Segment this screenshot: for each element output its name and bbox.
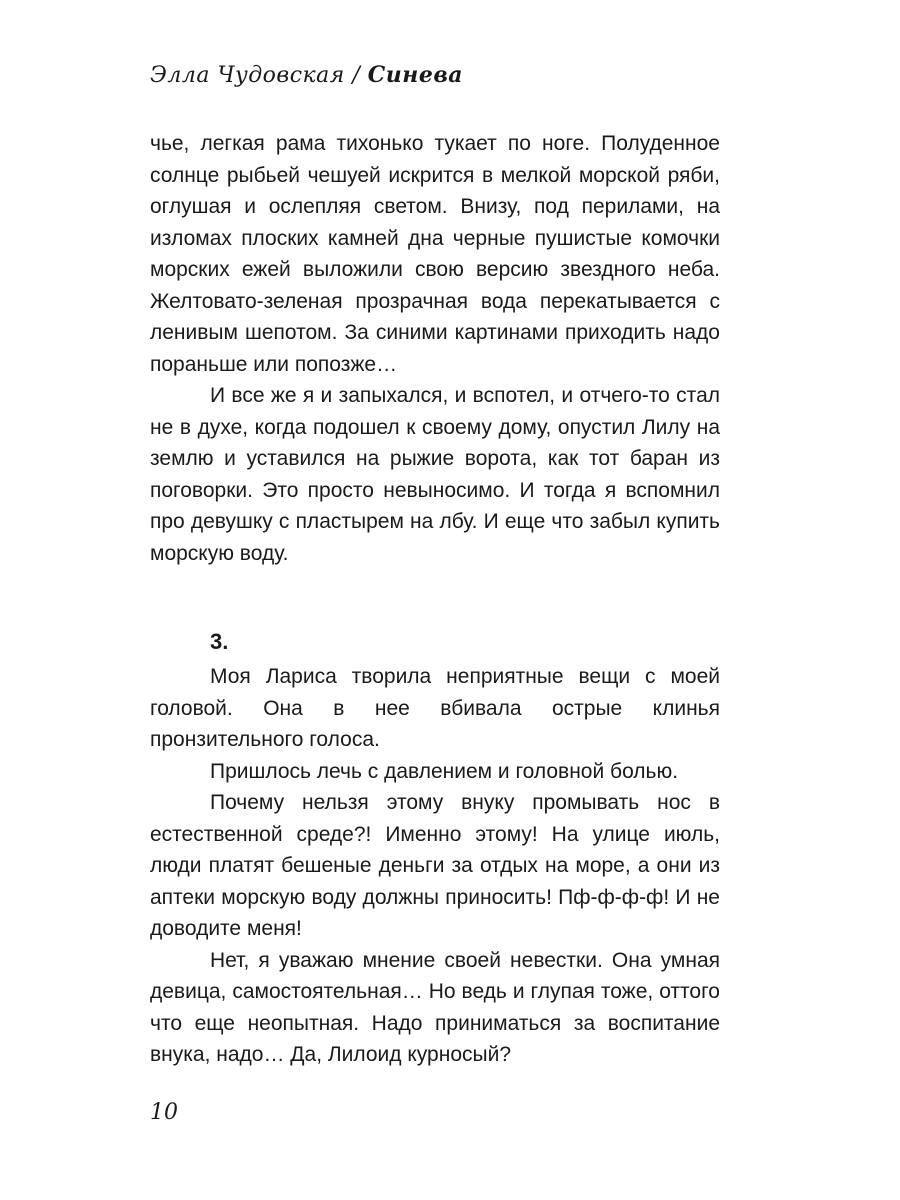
paragraph: чье, легкая рама тихонько тукает по ноге. Полуденное солнце рыбьей чешуей искрится в мелкой морской ряби, оглушая и ослепляя светом. Внизу, под перилами, на изломах плоских камней дна черные пушистые комочки морских ежей выложили свою версию звездного неба. Желтовато-зеленая прозрачная вода перекатывается с ленивым шепотом. За синими картинами приходить надо пораньше или попозже… — [150, 132, 720, 376]
header-separator: / — [352, 63, 361, 88]
paragraph: Почему нельзя этому внуку промывать нос в естественной среде?! Именно этому! На улице июль, люди платят бешеные деньги за отдых на море, а они из аптеки морскую воду должны приносить! Пф-ф-ф-ф! И не доводите меня! — [150, 791, 720, 940]
paragraph: Пришлось лечь с давлением и головной болью. — [210, 759, 679, 783]
page-number: 10 — [150, 1100, 178, 1125]
header-author: Элла Чудовская — [150, 63, 345, 88]
paragraph: И все же я и запыхался, и вспотел, и отчего-то стал не в духе, когда подошел к своему дому, опустил Лилу на землю и уставился на рыжие ворота, как тот баран из поговорки. Это просто невыносимо. И тогда я вспомнил про девушку с пластырем на лбу. И еще что забыл купить морскую воду. — [150, 384, 720, 565]
section-2-text — [150, 661, 720, 1071]
chapter-number: 3. — [210, 629, 229, 654]
paragraph: Моя Лариса творила неприятные вещи с моей головой. Она в нее вбивала острые клинья пронзительного голоса. — [150, 665, 720, 751]
header-book-title: Синева — [367, 62, 464, 88]
section-1-text — [150, 128, 720, 569]
running-head — [150, 62, 463, 88]
paragraph: Нет, я уважаю мнение своей невестки. Она умная девица, самостоятельная… Но ведь и глупая тоже, оттого что еще неопытная. Надо приниматься за воспитание внука, надо… Да, Лилоид курносый? — [150, 948, 720, 1066]
